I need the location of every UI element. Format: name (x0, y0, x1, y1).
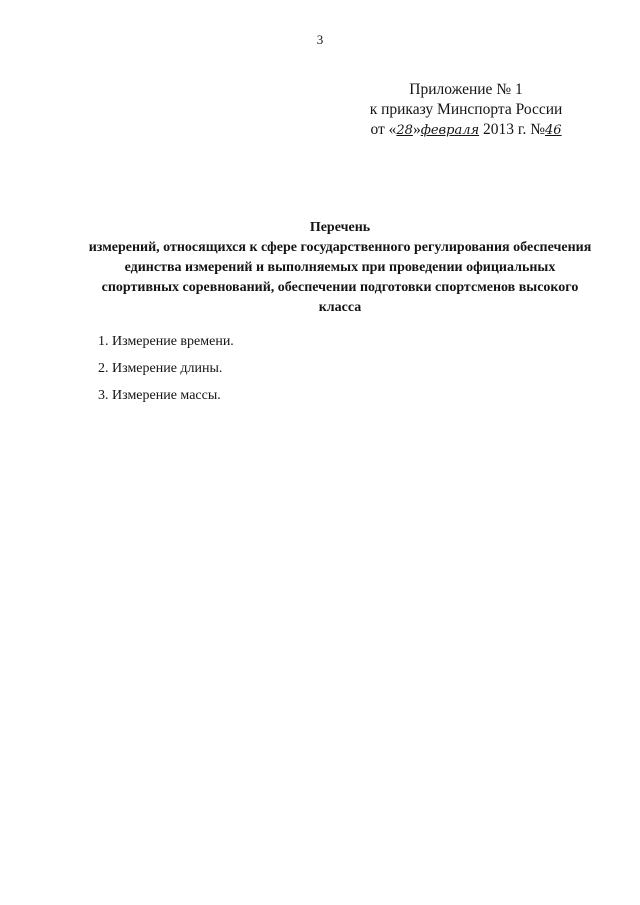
document-subtitle-line: спортивных соревнований, обеспечении подготовки спортсменов высокого (101, 280, 579, 295)
document-subtitle-line: класса (318, 300, 362, 315)
date-day-handwritten: 28 (396, 123, 413, 138)
date-close-quote: » (412, 121, 421, 138)
order-number-handwritten: 46 (545, 123, 562, 138)
document-title: Перечень (309, 220, 371, 235)
date-month-handwritten: февраля (420, 123, 480, 138)
date-prefix: от « (370, 121, 397, 138)
date-year: 2013 г. № (479, 121, 545, 138)
appendix-order-of: к приказу Минспорта России (369, 101, 563, 118)
document-title-block (40, 218, 640, 318)
document-subtitle-line: единства измерений и выполняемых при проведении официальных (124, 260, 556, 275)
list-item: 3. Измерение массы. (98, 388, 221, 403)
list-item: 1. Измерение времени. (98, 334, 234, 349)
measurement-list (98, 332, 234, 413)
appendix-date-line (356, 120, 576, 141)
appendix-title: Приложение № 1 (409, 81, 523, 98)
document-subtitle-line: измерений, относящихся к сфере государственного регулирования обеспечения (88, 240, 592, 255)
list-item: 2. Измерение длины. (98, 361, 223, 376)
appendix-header (356, 80, 576, 141)
page-number: 3 (316, 32, 324, 47)
